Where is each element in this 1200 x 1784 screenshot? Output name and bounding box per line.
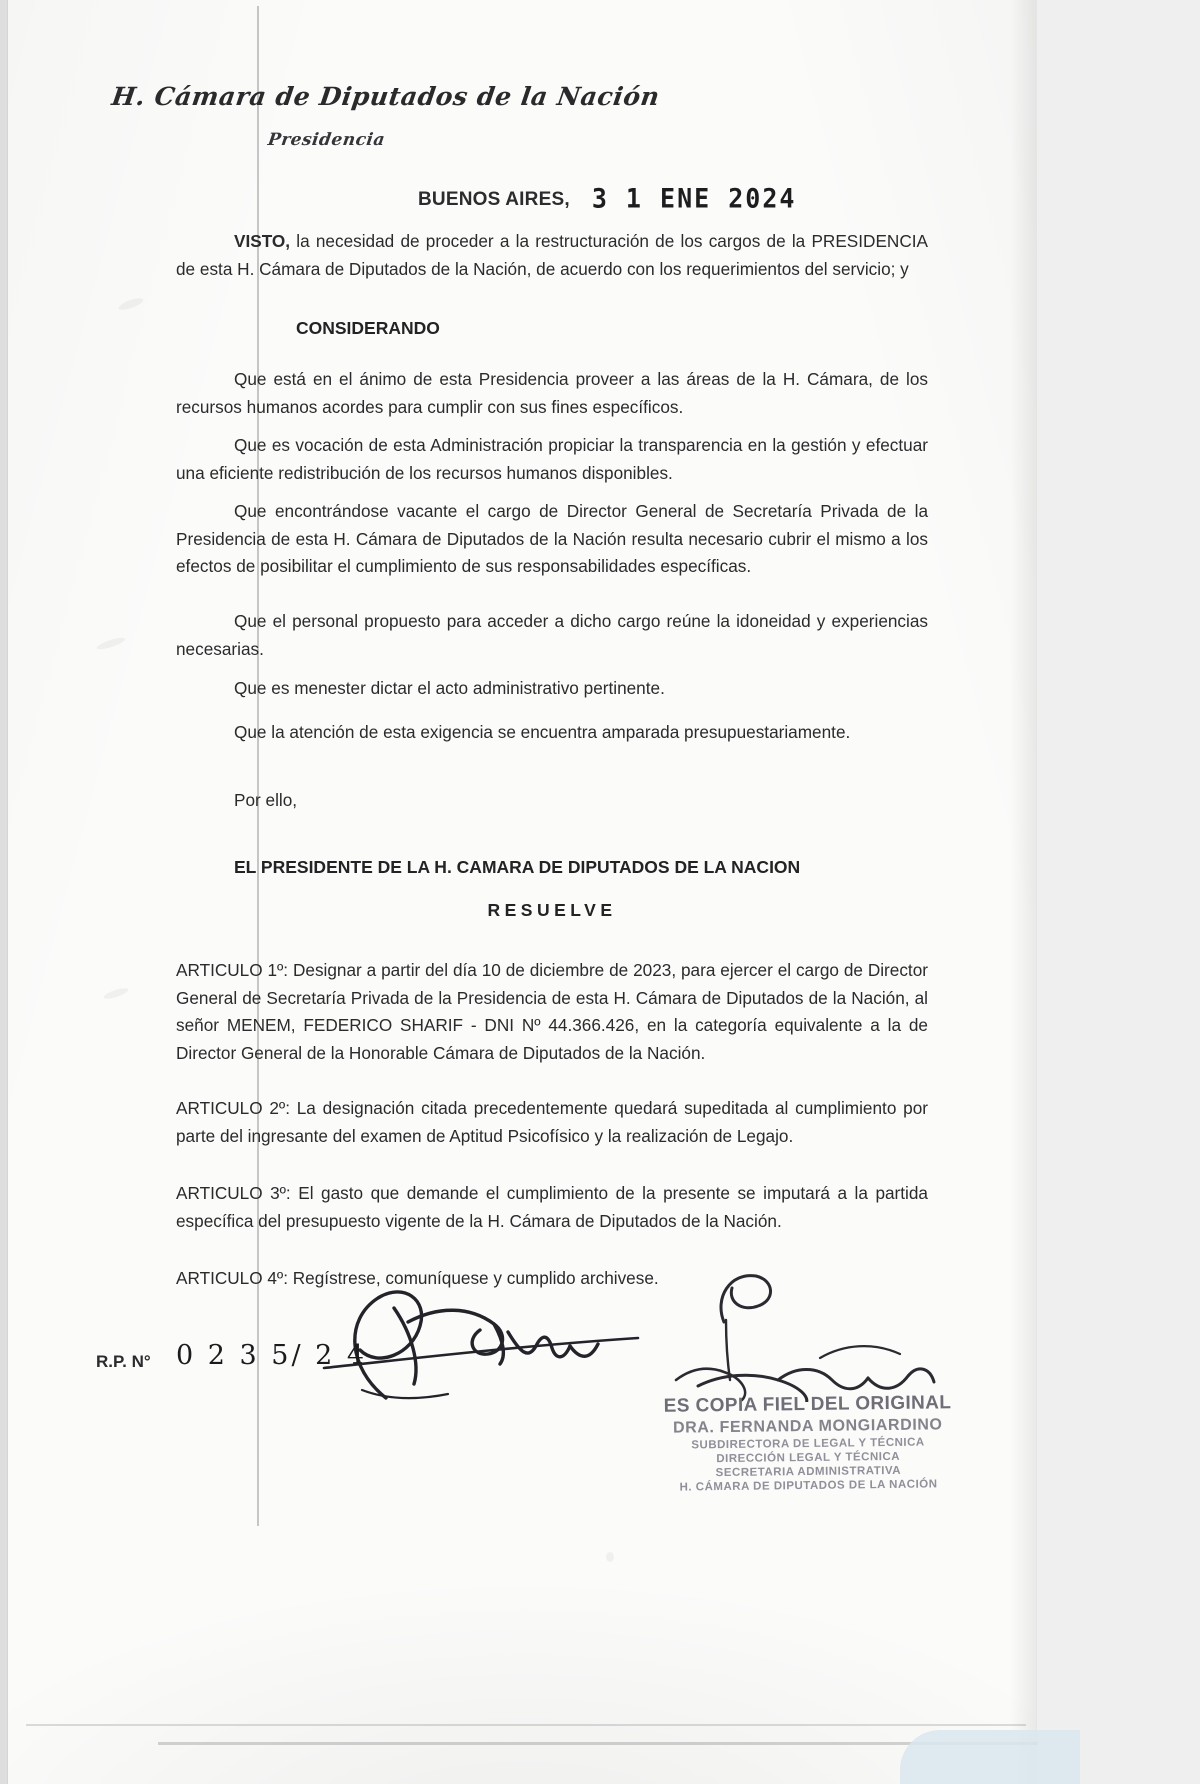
rp-number-value: 0 2 3 5/ 2 4 bbox=[176, 1340, 368, 1371]
stamp-line-name: DRA. FERNANDA MONGIARDINO bbox=[672, 1416, 943, 1437]
considerando-text: Que es menester dictar el acto administrativo pertinente. bbox=[234, 678, 665, 698]
dateline bbox=[418, 182, 797, 214]
rp-number-label: R.P. N° bbox=[96, 1352, 151, 1371]
letterhead-subtitle: Presidencia bbox=[266, 130, 387, 150]
considerando-paragraph bbox=[176, 608, 928, 663]
certification-stamp bbox=[607, 1392, 1008, 1495]
scan-edge-line bbox=[158, 1742, 1038, 1745]
article-paragraph bbox=[176, 1265, 928, 1293]
stamp-line-secretariat: SECRETARIA ADMINISTRATIVA bbox=[715, 1464, 902, 1480]
article-label: ARTICULO 4º: bbox=[176, 1268, 288, 1288]
considerando-text: Que el personal propuesto para acceder a dicho cargo reúne la idoneidad y experiencias necesarias. bbox=[176, 611, 928, 659]
por-ello-paragraph bbox=[176, 787, 928, 815]
stamp-line-institution: H. CÁMARA DE DIPUTADOS DE LA NACIÓN bbox=[679, 1478, 938, 1494]
scan-smudge bbox=[606, 1552, 614, 1562]
considerando-heading: CONSIDERANDO bbox=[296, 318, 440, 338]
considerando-paragraph bbox=[176, 432, 928, 487]
sheet-shadow-edge bbox=[1010, 0, 1036, 1784]
scan-smudge bbox=[96, 636, 127, 652]
article-paragraph bbox=[176, 957, 928, 1067]
page-right-gutter bbox=[1036, 0, 1200, 1784]
article-paragraph bbox=[176, 1180, 928, 1235]
date-stamp: 3 1 ENE 2024 bbox=[591, 183, 797, 214]
scan-smudge bbox=[103, 986, 130, 1001]
article-paragraph bbox=[176, 1095, 928, 1150]
letterhead-title: H. Cámara de Diputados de la Nación bbox=[109, 82, 662, 111]
page-left-gutter bbox=[0, 0, 8, 1784]
visto-text: la necesidad de proceder a la restructuración de los cargos de la PRESIDENCIA de esta H. Cámara de Diputados de la Nación, de acuerdo con los requerimientos del servicio; y bbox=[176, 231, 928, 279]
considerando-paragraph bbox=[176, 498, 928, 581]
scan-corner-artifact bbox=[900, 1730, 1080, 1784]
article-label: ARTICULO 1º: bbox=[176, 960, 289, 980]
stamp-line-role: SUBDIRECTORA DE LEGAL Y TÉCNICA bbox=[691, 1436, 925, 1452]
considerando-paragraph bbox=[176, 675, 928, 703]
authority-line: EL PRESIDENTE DE LA H. CAMARA DE DIPUTADOS DE LA NACION bbox=[234, 857, 801, 877]
considerando-text: Que la atención de esta exigencia se encuentra amparada presupuestariamente. bbox=[234, 722, 851, 742]
dateline-city: BUENOS AIRES, bbox=[418, 189, 570, 210]
scan-edge-line bbox=[26, 1724, 1026, 1726]
scanned-sheet bbox=[8, 0, 1036, 1784]
considerando-paragraph bbox=[176, 719, 928, 747]
article-text: La designación citada precedentemente quedará supeditada al cumplimiento por parte del ingresante del examen de Aptitud Psicofísico y la realización de Legajo. bbox=[176, 1098, 928, 1146]
stamp-line-certification: ES COPIA FIEL DEL ORIGINAL bbox=[663, 1392, 952, 1417]
article-label: ARTICULO 3º: bbox=[176, 1183, 291, 1203]
considerando-text: Que es vocación de esta Administración propiciar la transparencia en la gestión y efectuar una eficiente redistribución de los recursos humanos disponibles. bbox=[176, 435, 928, 483]
considerando-text: Que está en el ánimo de esta Presidencia proveer a las áreas de la H. Cámara, de los recursos humanos acordes para cumplir con sus fines específicos. bbox=[176, 369, 928, 417]
article-label: ARTICULO 2º: bbox=[176, 1098, 290, 1118]
article-text: Regístrese, comuníquese y cumplido archivese. bbox=[287, 1268, 659, 1288]
visto-label: VISTO, bbox=[234, 231, 291, 251]
por-ello-text: Por ello, bbox=[234, 790, 298, 810]
visto-paragraph bbox=[176, 228, 928, 283]
considerando-paragraph bbox=[176, 366, 928, 421]
considerando-text: Que encontrándose vacante el cargo de Director General de Secretaría Privada de la Presidencia de esta H. Cámara de Diputados de la Nación resulta necesario cubrir el mismo a los efectos de posibilitar el cumplimiento de sus responsabilidades específicas. bbox=[176, 501, 928, 576]
stamp-line-direction: DIRECCIÓN LEGAL Y TÉCNICA bbox=[716, 1450, 901, 1466]
resuelve-heading: RESUELVE bbox=[487, 900, 617, 920]
article-text: El gasto que demande el cumplimiento de la presente se imputará a la partida específica del presupuesto vigente de la H. Cámara de Diputados de la Nación. bbox=[176, 1183, 928, 1231]
article-text: Designar a partir del día 10 de diciembre de 2023, para ejercer el cargo de Director General de Secretaría Privada de la Presidencia de esta H. Cámara de Diputados de la Nación, al señor MENEM, FEDERICO SHARIF - DNI Nº 44.366.426, en la categoría equivalente a la de Director General de la Honorable Cámara de Diputados de la Nación. bbox=[176, 960, 928, 1063]
scan-smudge bbox=[117, 296, 144, 312]
